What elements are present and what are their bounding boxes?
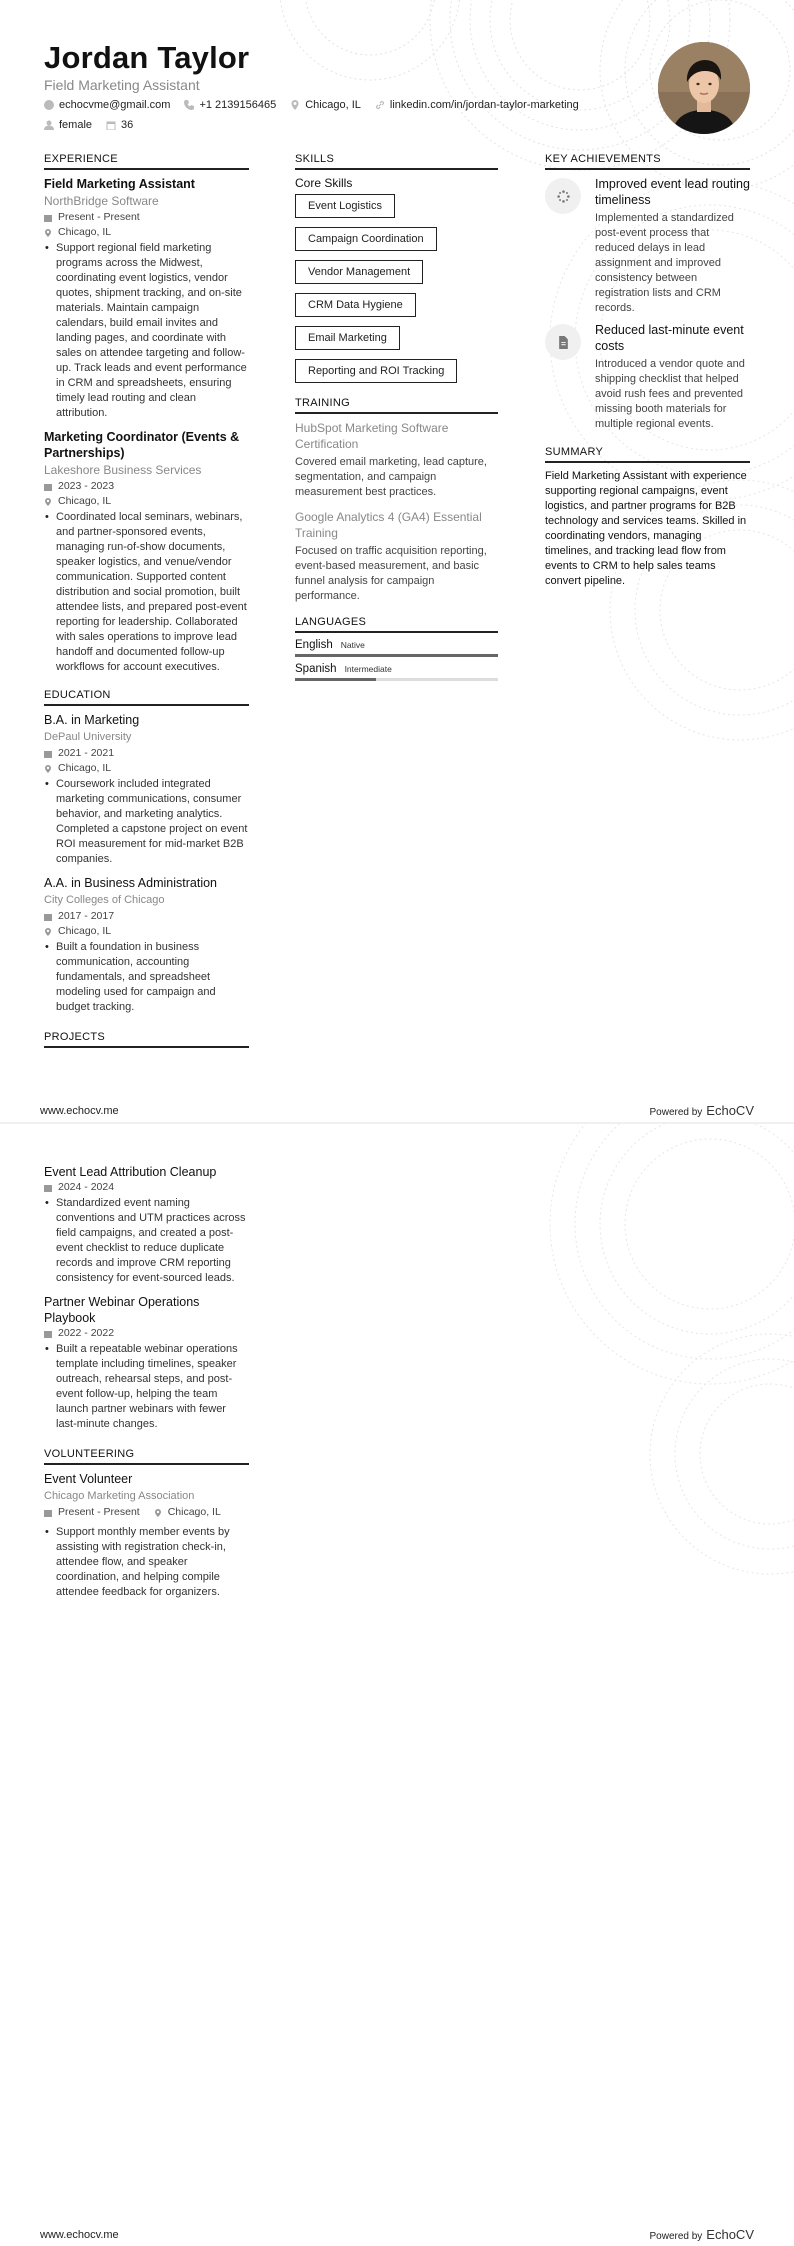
resume-page-2 bbox=[0, 1124, 794, 2246]
project-dates: 2024 - 2024 bbox=[44, 1180, 249, 1195]
footer-website[interactable]: www.echocv.me bbox=[40, 2229, 119, 2241]
footer-website[interactable]: www.echocv.me bbox=[40, 1105, 119, 1117]
brand-logo[interactable]: EchoCV bbox=[706, 2227, 754, 2242]
project-item bbox=[44, 1164, 249, 1286]
volunteer-organization: Chicago Marketing Association bbox=[44, 1490, 195, 1502]
achievement-icon-wrap bbox=[545, 178, 581, 214]
person-icon bbox=[44, 120, 54, 130]
email-icon bbox=[44, 100, 54, 110]
achievement-icon-wrap bbox=[545, 324, 581, 360]
document-icon bbox=[557, 336, 570, 349]
candidate-title: Field Marketing Assistant bbox=[44, 77, 200, 93]
company-name: NorthBridge Software bbox=[44, 194, 159, 208]
calendar-icon bbox=[44, 1184, 52, 1192]
powered-by-text: Powered by bbox=[649, 1107, 703, 1118]
location-pin-icon bbox=[44, 928, 52, 936]
skill-tag: Reporting and ROI Tracking bbox=[295, 359, 457, 383]
language-name: Spanish bbox=[295, 663, 337, 675]
calendar-icon bbox=[44, 1330, 52, 1338]
language-item bbox=[295, 639, 498, 657]
education-item bbox=[44, 712, 249, 867]
job-location: Chicago, IL bbox=[44, 494, 249, 509]
left-column-page-2 bbox=[44, 1164, 249, 1608]
section-key-achievements: KEY ACHIEVEMENTS bbox=[545, 153, 750, 170]
company-name: Lakeshore Business Services bbox=[44, 463, 202, 477]
education-description: • Coursework included integrated marketing communications, consumer behavior, and marketing analytics. Completed a capstone project on event ROI measurement for mid-market B2B companies. bbox=[44, 777, 249, 867]
education-dates: 2021 - 2021 bbox=[44, 746, 249, 761]
section-education: EDUCATION bbox=[44, 689, 249, 706]
skill-tag: Email Marketing bbox=[295, 326, 400, 350]
calendar-icon bbox=[44, 483, 52, 491]
job-description: • Coordinated local seminars, webinars, and partner-sponsored events, managing run-of-show documents, speaker logistics, and venue/vendor communication. Supported content distribution and social promotion, built attendee lists, and prepared post-event reporting for leadership. Collaborated with sales operations to improve lead handoff and documented follow-up workflows for account executives. bbox=[44, 510, 249, 675]
project-title: Event Lead Attribution Cleanup bbox=[44, 1165, 217, 1179]
sparkle-icon bbox=[557, 190, 570, 203]
volunteer-description: • Support monthly member events by assisting with registration check-in, attendee flow, and speaker coordination, and helping compile attendee feedback for organizers. bbox=[44, 1525, 249, 1600]
calendar-icon bbox=[44, 913, 52, 921]
language-level: Native bbox=[340, 640, 365, 650]
right-column bbox=[545, 153, 750, 589]
skill-group-title: Core Skills bbox=[295, 176, 353, 190]
skill-tag: Vendor Management bbox=[295, 260, 423, 284]
job-title: Field Marketing Assistant bbox=[44, 177, 195, 191]
contact-linkedin[interactable] bbox=[375, 97, 579, 113]
section-experience: EXPERIENCE bbox=[44, 153, 249, 170]
education-location: Chicago, IL bbox=[44, 761, 249, 776]
training-description: Covered email marketing, lead capture, segmentation, and campaign measurement best practices. bbox=[295, 456, 487, 498]
achievement-item bbox=[545, 322, 750, 432]
school-name: DePaul University bbox=[44, 731, 132, 743]
gender-text: female bbox=[59, 119, 93, 131]
skill-tag: CRM Data Hygiene bbox=[295, 293, 416, 317]
section-projects: PROJECTS bbox=[44, 1031, 249, 1048]
education-item bbox=[44, 875, 249, 1015]
training-title: HubSpot Marketing Software Certification bbox=[295, 421, 449, 451]
powered-by-text: Powered by bbox=[649, 2231, 703, 2242]
experience-item bbox=[44, 176, 249, 421]
language-proficiency-fill bbox=[295, 678, 376, 681]
calendar-icon bbox=[44, 750, 52, 758]
job-dates: 2023 - 2023 bbox=[44, 479, 249, 494]
location-pin-icon bbox=[290, 100, 300, 110]
language-level: Intermediate bbox=[344, 664, 392, 674]
experience-item bbox=[44, 429, 249, 675]
language-proficiency-bar bbox=[295, 654, 498, 657]
achievement-title: Reduced last-minute event costs bbox=[595, 323, 744, 353]
linkedin-text: linkedin.com/in/jordan-taylor-marketing bbox=[389, 99, 579, 111]
calendar-icon bbox=[44, 214, 52, 222]
email-text: echocvme@gmail.com bbox=[59, 99, 171, 111]
contact-info bbox=[44, 97, 644, 133]
project-item bbox=[44, 1294, 249, 1432]
footer-powered-by bbox=[649, 1103, 754, 1118]
language-name: English bbox=[295, 639, 333, 651]
skill-tag: Event Logistics bbox=[295, 194, 395, 218]
location-pin-icon bbox=[44, 765, 52, 773]
volunteer-dates-location: Present - Present Chicago, IL bbox=[44, 1505, 249, 1520]
section-skills: SKILLS bbox=[295, 153, 498, 170]
volunteer-role: Event Volunteer bbox=[44, 1472, 133, 1486]
middle-column bbox=[295, 153, 498, 687]
section-volunteering: VOLUNTEERING bbox=[44, 1448, 249, 1465]
education-location: Chicago, IL bbox=[44, 924, 249, 939]
degree: A.A. in Business Administration bbox=[44, 876, 217, 890]
brand-logo[interactable]: EchoCV bbox=[706, 1103, 754, 1118]
project-description: • Built a repeatable webinar operations template including timelines, speaker outreach, rehearsal steps, and post-event follow-up, helping the team launch partner webinars with fewer last-minute changes. bbox=[44, 1342, 249, 1432]
resume-page-1 bbox=[0, 0, 794, 1122]
training-item bbox=[295, 509, 498, 604]
footer-powered-by bbox=[649, 2227, 754, 2242]
avatar bbox=[658, 42, 750, 134]
job-dates: Present - Present bbox=[44, 210, 249, 225]
contact-phone[interactable] bbox=[184, 97, 276, 113]
training-title: Google Analytics 4 (GA4) Essential Training bbox=[295, 510, 482, 540]
profile-photo bbox=[658, 42, 750, 134]
volunteering-item bbox=[44, 1471, 249, 1600]
calendar-icon bbox=[106, 120, 116, 130]
location-pin-icon bbox=[44, 498, 52, 506]
location-pin-icon bbox=[154, 1509, 162, 1517]
location-pin-icon bbox=[44, 229, 52, 237]
project-description: • Standardized event naming conventions and UTM practices across field campaigns, and created a post-event checklist to reduce duplicate records and improve CRM reporting consistency for event-sourced leads. bbox=[44, 1196, 249, 1286]
skill-tag: Campaign Coordination bbox=[295, 227, 437, 251]
education-description: • Built a foundation in business communication, accounting fundamentals, and spreadsheet modeling used for campaign and budget tracking. bbox=[44, 940, 249, 1015]
job-description: • Support regional field marketing programs across the Midwest, coordinating event logistics, vendor quotes, shipment tracking, and on-site materials. Maintain campaign calendars, build email invites and landing pages, and coordinate with sales on attendee targeting and follow-up. Track leads and event performance in CRM and spreadsheets, ensuring timely lead routing and clean attribution. bbox=[44, 241, 249, 421]
section-training: TRAINING bbox=[295, 397, 498, 414]
calendar-icon bbox=[44, 1509, 52, 1517]
language-proficiency-bar bbox=[295, 678, 498, 681]
achievement-description: Implemented a standardized post-event process that reduced delays in lead assignment and improved consistency between registration lists and CRM records. bbox=[595, 212, 734, 314]
contact-age bbox=[106, 117, 133, 133]
left-column bbox=[44, 153, 249, 1054]
location-text: Chicago, IL bbox=[305, 99, 361, 111]
phone-icon bbox=[184, 100, 194, 110]
language-proficiency-fill bbox=[295, 654, 498, 657]
decorative-circles bbox=[480, 1124, 794, 1624]
candidate-name: Jordan Taylor bbox=[44, 40, 250, 75]
project-title: Partner Webinar Operations Playbook bbox=[44, 1295, 200, 1325]
summary-text: Field Marketing Assistant with experience supporting regional campaigns, event logistics, and partner programs for B2B technology and services teams. Skilled in coordinating vendors, managing timelines, and tracking lead flow from events to CRM to help sales teams convert pipeline. bbox=[545, 470, 747, 587]
degree: B.A. in Marketing bbox=[44, 713, 140, 727]
section-summary: SUMMARY bbox=[545, 446, 750, 463]
contact-email[interactable] bbox=[44, 97, 170, 113]
school-name: City Colleges of Chicago bbox=[44, 894, 165, 906]
job-location: Chicago, IL bbox=[44, 225, 249, 240]
achievement-title: Improved event lead routing timeliness bbox=[595, 177, 750, 207]
age-text: 36 bbox=[121, 119, 134, 131]
training-description: Focused on traffic acquisition reporting, event-based measurement, and basic funnel analysis for campaign performance. bbox=[295, 545, 487, 602]
phone-text: +1 2139156465 bbox=[199, 99, 277, 111]
language-item bbox=[295, 663, 498, 681]
achievement-description: Introduced a vendor quote and shipping checklist that helped avoid rush fees and prevented missing booth materials for multiple regional events. bbox=[595, 358, 745, 430]
training-item bbox=[295, 420, 498, 500]
contact-gender bbox=[44, 117, 92, 133]
section-languages: LANGUAGES bbox=[295, 616, 498, 633]
project-dates: 2022 - 2022 bbox=[44, 1326, 249, 1341]
job-title: Marketing Coordinator (Events & Partnerships) bbox=[44, 430, 240, 460]
contact-location bbox=[290, 97, 361, 113]
link-icon bbox=[375, 100, 385, 110]
achievement-item bbox=[545, 176, 750, 316]
education-dates: 2017 - 2017 bbox=[44, 909, 249, 924]
